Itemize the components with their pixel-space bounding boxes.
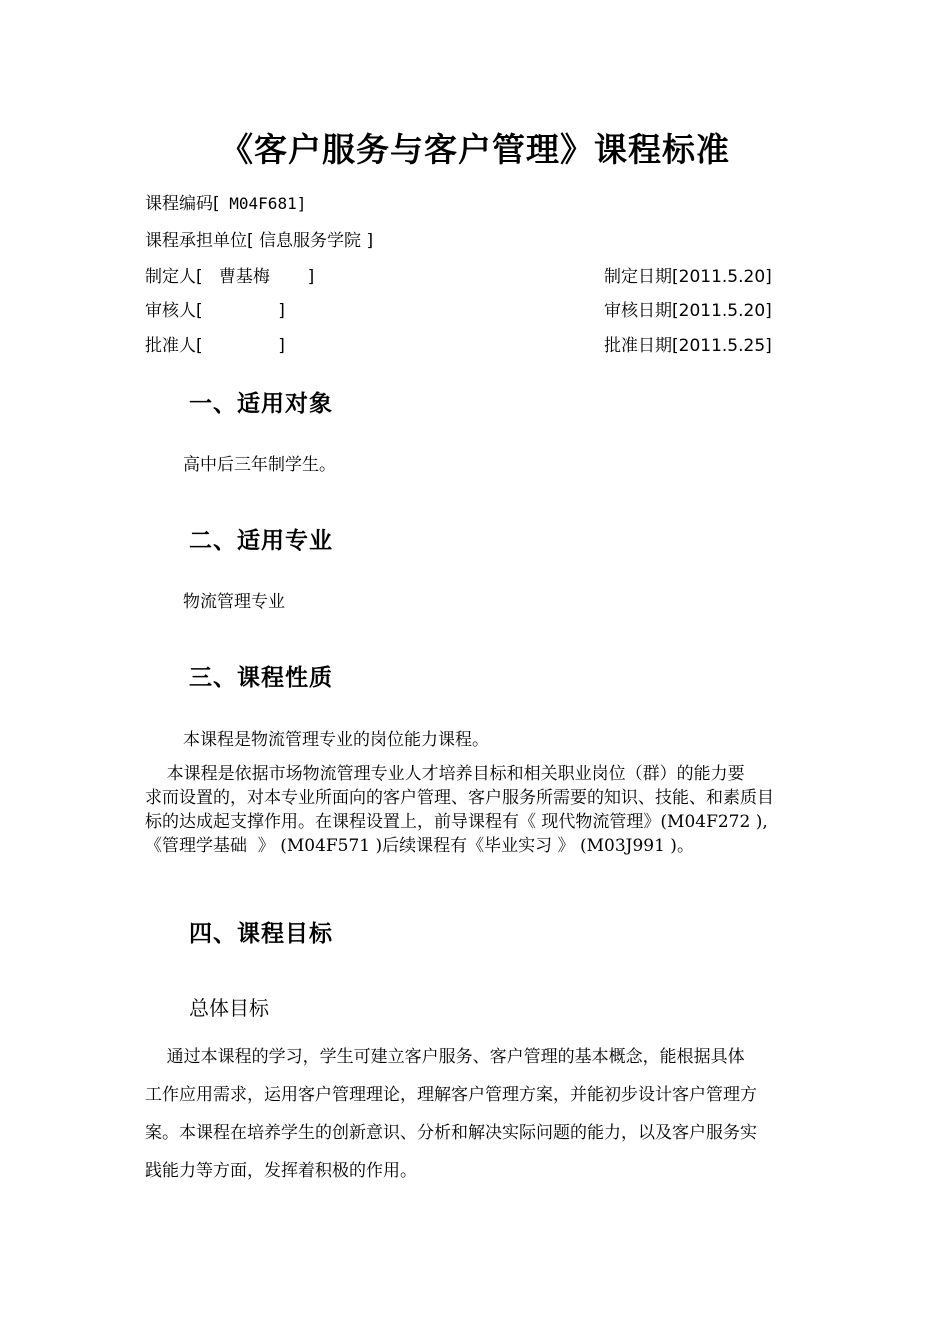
- course-code-line: [145, 192, 306, 216]
- course-code-value: M04F681]: [219, 194, 307, 213]
- section-heading-audience: 一、适用对象: [189, 391, 333, 417]
- made-date-line: 制定日期[2011.5.20]: [604, 267, 772, 287]
- section-body-nature-2: 本课程是依据市场物流管理专业人才培养目标和相关职业岗位（群）的能力要 求而设置的，对本专业所面向的客户管理、客户服务所需要的知识、技能、和素质目 标的达成起支撑作用。在课程设置上，前导课程有《 现代物流管理》(M04F272 ), 《管理学基础 》 (M04F571 )后续课程有《毕业实习 》 (M03J991 )。: [145, 764, 774, 856]
- course-unit-line: 课程承担单位[ 信息服务学院 ]: [145, 231, 374, 251]
- section-body-audience: 高中后三年制学生。: [183, 455, 336, 475]
- author-line: 制定人[ 曹基梅 ]: [145, 267, 315, 287]
- section-heading-goals: 四、课程目标: [189, 921, 333, 947]
- approve-date-line: 批准日期[2011.5.25]: [604, 336, 772, 356]
- section-subheading-overall-goal: 总体目标: [189, 996, 269, 1020]
- document-title: 《客户服务与客户管理》课程标准: [220, 130, 730, 169]
- course-code-label: 课程编码[: [145, 194, 220, 214]
- section-body-nature-1: 本课程是物流管理专业的岗位能力课程。: [183, 730, 489, 750]
- section-body-goals: 通过本课程的学习，学生可建立客户服务、客户管理的基本概念，能根据具体 工作应用需求，运用客户管理理论，理解客户管理方案，并能初步设计客户管理方 案。本课程在培养学生的创新意识、分析和解决实际问题的能力，以及客户服务实 践能力等方面，发挥着积极的作用。: [145, 1047, 757, 1181]
- approver-line: 批准人[ ]: [145, 336, 285, 356]
- reviewer-line: 审核人[ ]: [145, 301, 285, 321]
- section-heading-nature: 三、课程性质: [189, 665, 333, 691]
- section-body-major: 物流管理专业: [183, 592, 285, 612]
- review-date-line: 审核日期[2011.5.20]: [604, 301, 772, 321]
- section-heading-major: 二、适用专业: [189, 528, 333, 554]
